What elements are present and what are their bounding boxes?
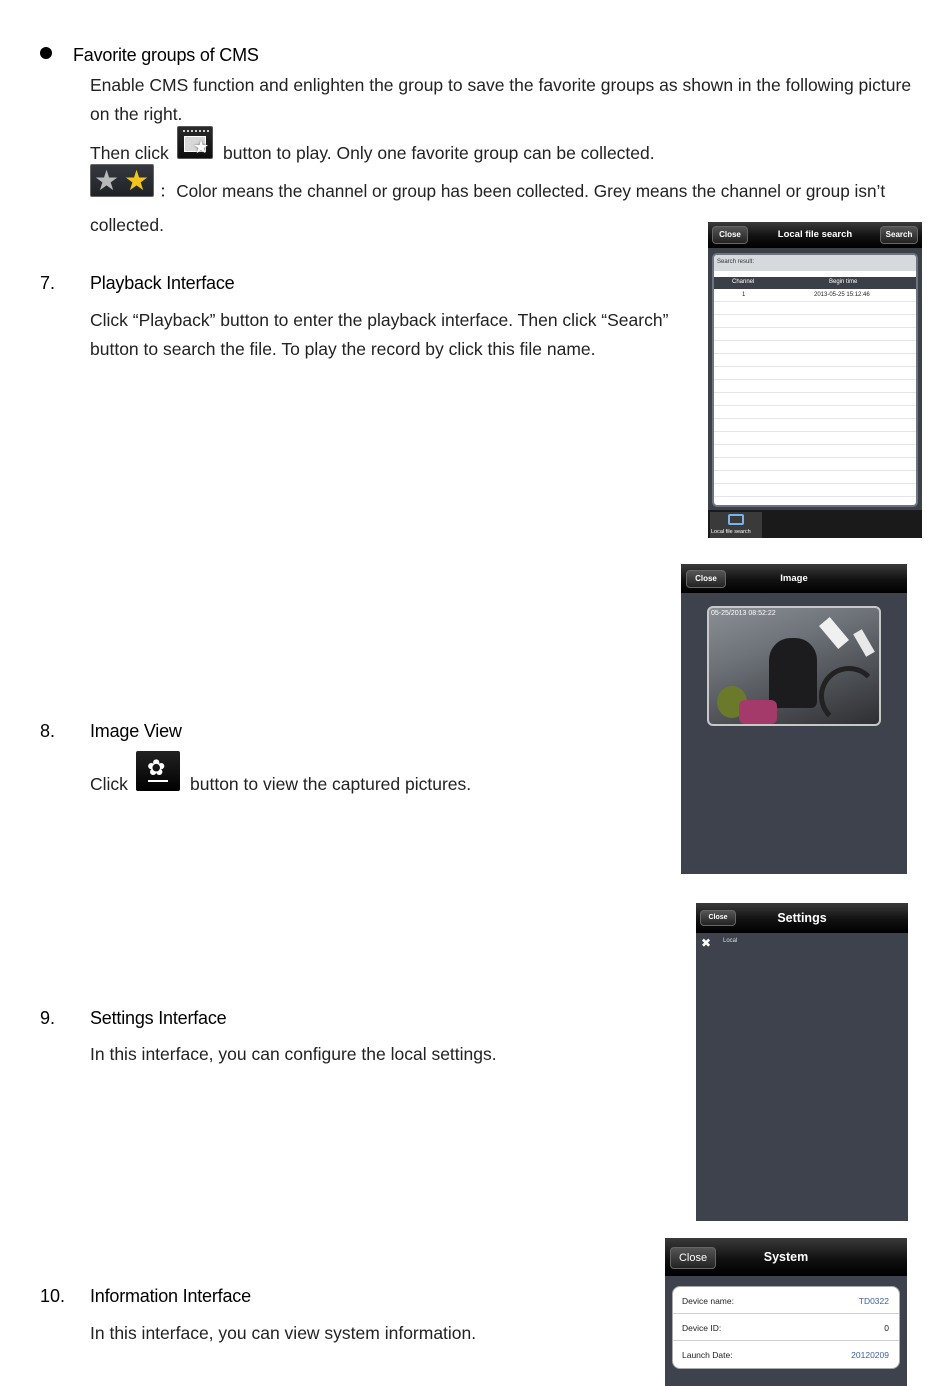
empty-row [714,406,916,419]
empty-row [714,471,916,484]
cms-then-click: Then click [90,143,169,163]
tab-local-file-search[interactable] [710,512,762,538]
search-result-panel [712,253,918,507]
info-text: In this interface, you can view system information. [90,1323,477,1343]
nav-bar [681,564,907,593]
picture-timestamp: 05-25/2013 08:52:22 [711,610,776,617]
nav-bar [696,903,908,933]
image-after-icon: button to view the captured pictures. [190,774,472,794]
empty-row [714,302,916,315]
screen-title: System [763,1250,809,1264]
tab-label: Local file search [711,529,751,535]
settings-number: 9. [40,1008,56,1028]
info-heading: Information Interface [90,1286,251,1306]
close-button[interactable]: Close [670,1247,716,1269]
col-channel: Channel [732,279,755,285]
info-row-device-name [673,1287,899,1314]
settings-screenshot [696,903,908,1221]
empty-row [714,458,916,471]
empty-row [714,432,916,445]
system-screenshot [665,1238,907,1386]
empty-row [714,328,916,341]
local-file-search-icon [728,514,744,525]
screen-title: Settings [777,911,827,925]
nav-bar [708,222,922,248]
table-header [714,277,916,289]
favorite-play-icon: ★ [177,126,213,159]
playback-text-line2: button to search the file. To play the record by click this file name. [90,339,596,359]
info-value: 0 [884,1323,889,1333]
empty-row [714,315,916,328]
playback-text-line1: Click “Playback” button to enter the playback interface. Then click “Search” [90,310,669,330]
search-button[interactable]: Search [880,226,918,244]
settings-text: In this interface, you can configure the local settings. [90,1044,497,1064]
close-button[interactable]: Close [700,910,736,926]
close-button[interactable]: Close [712,226,748,244]
local-file-search-screenshot [708,222,922,538]
system-info-table [672,1286,900,1369]
settings-item-local[interactable]: Local [723,938,738,944]
close-button[interactable]: Close [686,570,726,588]
image-view-icon: ✿ [136,751,180,791]
image-number: 8. [40,721,56,741]
playback-number: 7. [40,273,56,293]
empty-row [714,445,916,458]
empty-row [714,354,916,367]
info-row-device-id [673,1314,899,1341]
search-result-label: Search result: [714,255,916,271]
empty-row [714,380,916,393]
empty-row [714,341,916,354]
empty-row [714,484,916,497]
cell-begin-time: 2013-05-25 15:12:46 [814,292,870,298]
image-heading: Image View [90,721,182,741]
empty-row [714,419,916,432]
empty-row [714,367,916,380]
screen-title: Local file search [777,229,853,240]
cms-collected: collected. [90,215,164,235]
info-row-launch-date [673,1341,899,1368]
image-screenshot [681,564,907,874]
settings-heading: Settings Interface [90,1008,227,1028]
info-value: 20120209 [851,1350,889,1360]
nav-bar [665,1238,907,1276]
info-label: Launch Date: [682,1350,733,1360]
image-click: Click [90,774,128,794]
cms-text-line2: on the right. [90,104,183,124]
cms-color-line: ：Color means the channel or group has been collected. Grey means the channel or group isn’t [159,181,886,201]
star-collected-icon: ★ ★ [90,164,154,197]
playback-heading: Playback Interface [90,273,235,293]
cms-after-icon: button to play. Only one favorite group can be collected. [223,143,655,163]
cell-channel: 1 [742,292,746,298]
table-row[interactable] [714,289,916,302]
tab-bar [708,510,922,538]
cms-text-line1: Enable CMS function and enlighten the group to save the favorite groups as shown in the following picture [90,75,912,95]
bullet-dot [40,47,52,59]
screen-title: Image [780,573,808,584]
empty-row [714,393,916,406]
info-label: Device name: [682,1296,734,1306]
col-begin-time: Begin time [829,279,858,285]
info-number: 10. [40,1286,66,1306]
tools-icon: ✖ [701,936,712,950]
info-value: TD0322 [858,1296,889,1306]
cms-heading: Favorite groups of CMS [73,45,259,65]
info-label: Device ID: [682,1323,722,1333]
captured-picture[interactable] [707,606,881,726]
